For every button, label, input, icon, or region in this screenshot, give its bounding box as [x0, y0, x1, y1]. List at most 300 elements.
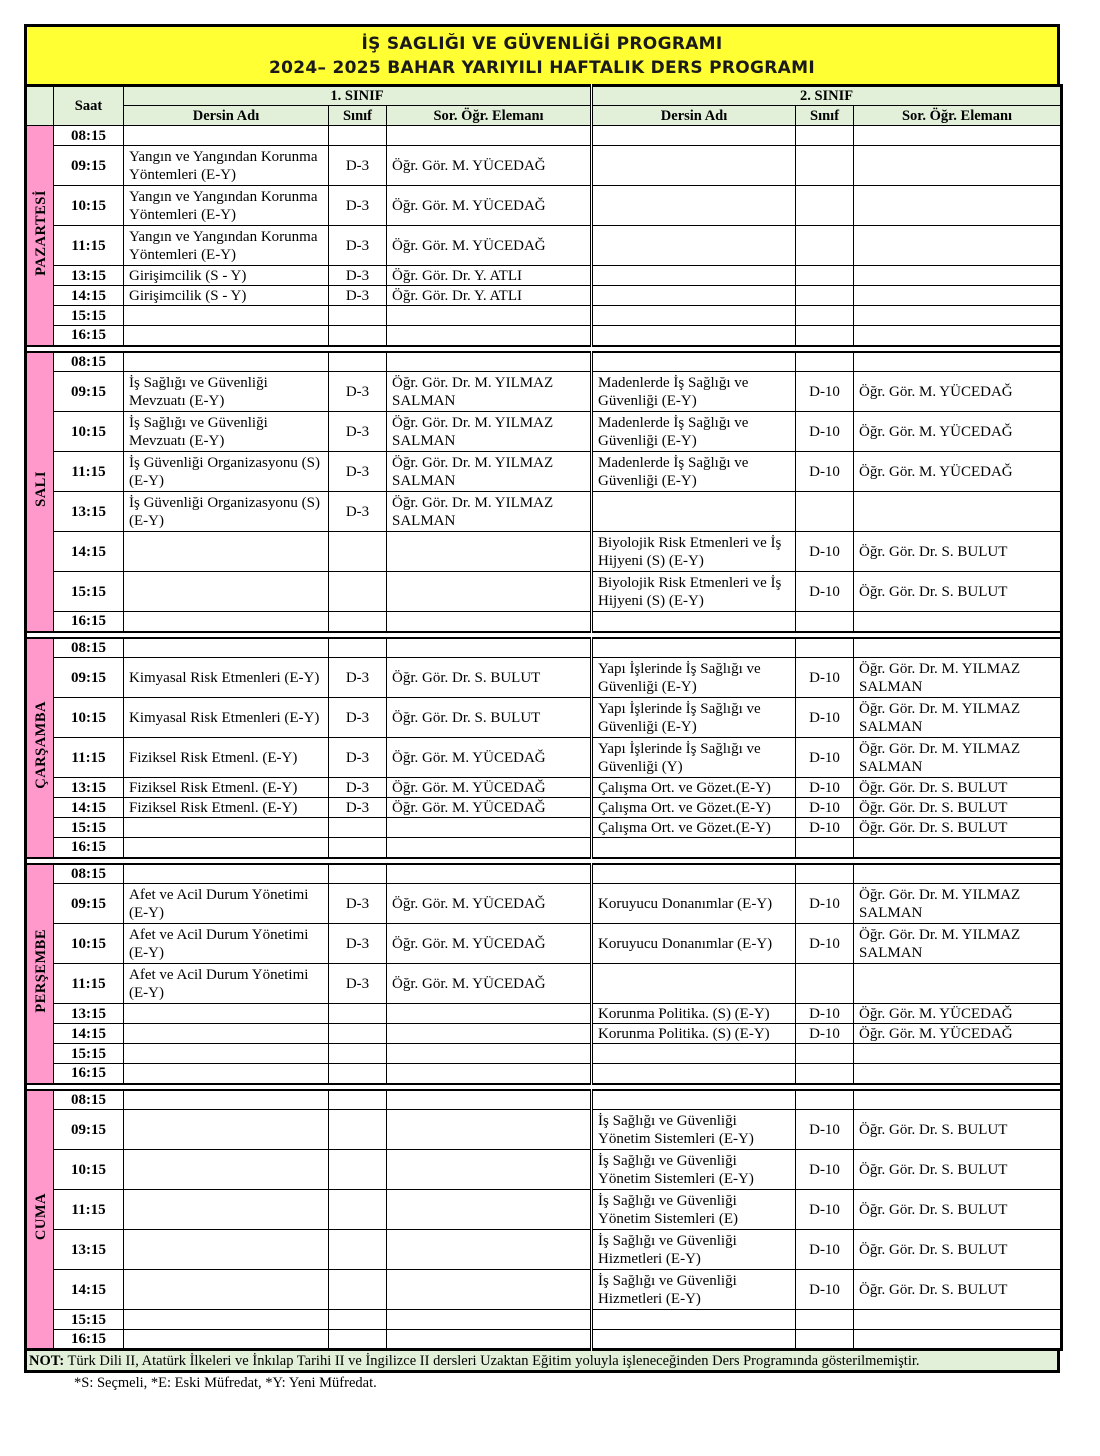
class2-course-name [592, 326, 796, 346]
class2-instructor: Öğr. Gör. Dr. S. BULUT [854, 798, 1062, 818]
class1-instructor: Öğr. Gör. Dr. S. BULUT [387, 658, 592, 698]
class2-course-name [592, 1044, 796, 1064]
schedule-row [26, 864, 1062, 884]
class1-course-name [124, 1110, 329, 1150]
class2-course-name: İş Sağlığı ve Güvenliği Yönetim Sistemleri (E) [592, 1190, 796, 1230]
class1-instructor [387, 838, 592, 858]
class1-header: 1. SINIF [124, 86, 592, 106]
class2-instructor: Öğr. Gör. Dr. M. YILMAZ SALMAN [854, 884, 1062, 924]
time-slot: 08:15 [54, 638, 124, 658]
schedule-row [26, 286, 1062, 306]
class2-course-name: Korunma Politika. (S) (E-Y) [592, 1024, 796, 1044]
time-slot: 15:15 [54, 572, 124, 612]
class2-instructor: Öğr. Gör. Dr. M. YILMAZ SALMAN [854, 738, 1062, 778]
class1-classroom [329, 1004, 387, 1024]
time-slot: 09:15 [54, 372, 124, 412]
class1-classroom [329, 1044, 387, 1064]
class1-course-name: Yangın ve Yangından Korunma Yöntemleri (E-Y) [124, 226, 329, 266]
class2-course-name [592, 126, 796, 146]
class1-instructor: Öğr. Gör. M. YÜCEDAĞ [387, 186, 592, 226]
class2-instructor [854, 1064, 1062, 1084]
class2-course-name [592, 1064, 796, 1084]
class2-course-name [592, 226, 796, 266]
class2-course-name: Yapı İşlerinde İş Sağlığı ve Güvenliği (Y) [592, 738, 796, 778]
class1-classroom [329, 1024, 387, 1044]
note-label: NOT: [29, 1353, 65, 1369]
time-slot: 09:15 [54, 658, 124, 698]
class1-classroom: D-3 [329, 738, 387, 778]
footer-note [24, 1351, 1060, 1373]
class2-instructor: Öğr. Gör. Dr. S. BULUT [854, 1190, 1062, 1230]
class2-instructor: Öğr. Gör. Dr. S. BULUT [854, 1150, 1062, 1190]
class1-classroom: D-3 [329, 412, 387, 452]
schedule-row [26, 1310, 1062, 1330]
class2-course-name: Çalışma Ort. ve Gözet.(E-Y) [592, 778, 796, 798]
class2-instructor: Öğr. Gör. M. YÜCEDAĞ [854, 452, 1062, 492]
day-label-cell [26, 638, 54, 858]
time-slot: 14:15 [54, 1024, 124, 1044]
class1-course-name: İş Güvenliği Organizasyonu (S) (E-Y) [124, 492, 329, 532]
class1-classroom [329, 572, 387, 612]
class2-instructor [854, 1310, 1062, 1330]
class2-instructor [854, 286, 1062, 306]
schedule-row [26, 1090, 1062, 1110]
day-label-cell [26, 352, 54, 632]
class2-instructor [854, 838, 1062, 858]
class1-course-name [124, 532, 329, 572]
class1-course-name [124, 1044, 329, 1064]
class2-classroom: D-10 [796, 1024, 854, 1044]
class1-instructor [387, 612, 592, 632]
class1-classroom [329, 126, 387, 146]
class2-classroom [796, 266, 854, 286]
class2-instructor: Öğr. Gör. Dr. M. YILMAZ SALMAN [854, 658, 1062, 698]
class1-classroom [329, 532, 387, 572]
weekly-schedule-table [24, 84, 1063, 1351]
class2-classroom [796, 638, 854, 658]
class1-course-name [124, 864, 329, 884]
time-slot: 11:15 [54, 452, 124, 492]
class2-course-name [592, 864, 796, 884]
schedule-row [26, 1230, 1062, 1270]
time-slot: 16:15 [54, 612, 124, 632]
schedule-row [26, 1190, 1062, 1230]
class2-instructor: Öğr. Gör. Dr. M. YILMAZ SALMAN [854, 698, 1062, 738]
time-slot: 10:15 [54, 1150, 124, 1190]
schedule-row [26, 964, 1062, 1004]
time-slot: 13:15 [54, 778, 124, 798]
time-slot: 16:15 [54, 1064, 124, 1084]
time-slot: 09:15 [54, 1110, 124, 1150]
class2-instructor [854, 864, 1062, 884]
class1-course-name [124, 838, 329, 858]
class2-course-header: Dersin Adı [592, 106, 796, 126]
day-label-cell [26, 126, 54, 346]
class1-classroom: D-3 [329, 146, 387, 186]
class2-course-name: Yapı İşlerinde İş Sağlığı ve Güvenliği (E-Y) [592, 698, 796, 738]
class1-classroom [329, 818, 387, 838]
class1-instructor: Öğr. Gör. Dr. M. YILMAZ SALMAN [387, 492, 592, 532]
class2-classroom: D-10 [796, 1270, 854, 1310]
class2-room-header: Sınıf [796, 106, 854, 126]
class2-classroom [796, 864, 854, 884]
class2-course-name: Korunma Politika. (S) (E-Y) [592, 1004, 796, 1024]
class2-instructor [854, 964, 1062, 1004]
schedule-row [26, 1270, 1062, 1310]
class1-instructor [387, 818, 592, 838]
class2-classroom [796, 1064, 854, 1084]
class1-instructor [387, 572, 592, 612]
schedule-body [26, 126, 1062, 1350]
class1-course-name [124, 1004, 329, 1024]
class1-instructor: Öğr. Gör. M. YÜCEDAĞ [387, 778, 592, 798]
schedule-row [26, 1044, 1062, 1064]
class2-course-name: Yapı İşlerinde İş Sağlığı ve Güvenliği (E-Y) [592, 658, 796, 698]
class1-course-name: Girişimcilik (S - Y) [124, 286, 329, 306]
class2-course-name: Çalışma Ort. ve Gözet.(E-Y) [592, 818, 796, 838]
semester-title: 2024– 2025 BAHAR YARIYILI HAFTALIK DERS PROGRAMI [269, 57, 815, 78]
class1-instructor [387, 1004, 592, 1024]
class2-classroom [796, 326, 854, 346]
class1-instructor [387, 326, 592, 346]
schedule-row [26, 658, 1062, 698]
class2-instructor: Öğr. Gör. Dr. S. BULUT [854, 1110, 1062, 1150]
time-slot: 10:15 [54, 698, 124, 738]
class2-course-name [592, 612, 796, 632]
time-slot: 13:15 [54, 266, 124, 286]
time-slot: 14:15 [54, 1270, 124, 1310]
class1-instructor: Öğr. Gör. M. YÜCEDAĞ [387, 146, 592, 186]
class2-course-name: İş Sağlığı ve Güvenliği Hizmetleri (E-Y) [592, 1230, 796, 1270]
class1-course-name [124, 1064, 329, 1084]
class2-classroom: D-10 [796, 924, 854, 964]
class2-classroom: D-10 [796, 778, 854, 798]
time-slot: 15:15 [54, 1310, 124, 1330]
schedule-row [26, 1004, 1062, 1024]
class2-instructor [854, 1330, 1062, 1350]
class2-classroom: D-10 [796, 658, 854, 698]
class2-course-name: Biyolojik Risk Etmenleri ve İş Hijyeni (S) (E-Y) [592, 572, 796, 612]
class1-classroom [329, 352, 387, 372]
class1-room-header: Sınıf [329, 106, 387, 126]
schedule-row [26, 186, 1062, 226]
class1-instructor [387, 1230, 592, 1270]
schedule-row [26, 798, 1062, 818]
time-slot: 08:15 [54, 1090, 124, 1110]
class2-classroom: D-10 [796, 452, 854, 492]
time-slot: 11:15 [54, 226, 124, 266]
class2-classroom: D-10 [796, 372, 854, 412]
class2-classroom [796, 352, 854, 372]
class2-course-name: Biyolojik Risk Etmenleri ve İş Hijyeni (S) (E-Y) [592, 532, 796, 572]
class1-classroom: D-3 [329, 964, 387, 1004]
schedule-row [26, 412, 1062, 452]
program-title: İŞ SAGLIĞI VE GÜVENLİĞİ PROGRAMI [361, 33, 723, 54]
class2-course-name: Çalışma Ort. ve Gözet.(E-Y) [592, 798, 796, 818]
day-label: PERŞEMBE [33, 929, 49, 1013]
class1-instructor-header: Sor. Öğr. Elemanı [387, 106, 592, 126]
class2-course-name [592, 286, 796, 306]
class1-classroom [329, 1064, 387, 1084]
class2-instructor: Öğr. Gör. M. YÜCEDAĞ [854, 412, 1062, 452]
time-slot: 11:15 [54, 738, 124, 778]
class2-instructor [854, 306, 1062, 326]
day-label: PAZARTESİ [33, 189, 49, 276]
class2-classroom [796, 838, 854, 858]
class1-course-name [124, 352, 329, 372]
class2-course-name [592, 186, 796, 226]
class1-course-name: Yangın ve Yangından Korunma Yöntemleri (E-Y) [124, 146, 329, 186]
class2-course-name: Koruyucu Donanımlar (E-Y) [592, 924, 796, 964]
class2-classroom [796, 492, 854, 532]
time-slot: 15:15 [54, 1044, 124, 1064]
class1-course-name: Girişimcilik (S - Y) [124, 266, 329, 286]
class1-classroom [329, 864, 387, 884]
class1-course-name [124, 612, 329, 632]
class2-instructor [854, 612, 1062, 632]
class1-course-name [124, 1330, 329, 1350]
schedule-row [26, 126, 1062, 146]
class2-course-name: Madenlerde İş Sağlığı ve Güvenliği (E-Y) [592, 412, 796, 452]
class1-classroom [329, 638, 387, 658]
schedule-row [26, 492, 1062, 532]
class2-course-name [592, 838, 796, 858]
class2-course-name: İş Sağlığı ve Güvenliği Yönetim Sistemleri (E-Y) [592, 1150, 796, 1190]
class2-instructor: Öğr. Gör. Dr. S. BULUT [854, 818, 1062, 838]
time-slot: 08:15 [54, 126, 124, 146]
class1-classroom [329, 1150, 387, 1190]
class2-instructor [854, 126, 1062, 146]
time-slot: 11:15 [54, 1190, 124, 1230]
time-slot: 14:15 [54, 286, 124, 306]
time-slot: 11:15 [54, 964, 124, 1004]
time-slot: 14:15 [54, 798, 124, 818]
class2-instructor: Öğr. Gör. Dr. S. BULUT [854, 1230, 1062, 1270]
schedule-row [26, 532, 1062, 572]
class1-course-name [124, 572, 329, 612]
class1-course-name: Fiziksel Risk Etmenl. (E-Y) [124, 778, 329, 798]
class2-course-name [592, 964, 796, 1004]
class2-classroom: D-10 [796, 798, 854, 818]
class2-instructor [854, 226, 1062, 266]
class2-classroom: D-10 [796, 738, 854, 778]
class1-instructor [387, 864, 592, 884]
class1-instructor [387, 1330, 592, 1350]
class2-classroom: D-10 [796, 884, 854, 924]
time-slot: 10:15 [54, 186, 124, 226]
class1-classroom: D-3 [329, 884, 387, 924]
class1-instructor [387, 1090, 592, 1110]
class1-course-name: Fiziksel Risk Etmenl. (E-Y) [124, 738, 329, 778]
class2-instructor [854, 492, 1062, 532]
class1-instructor [387, 1064, 592, 1084]
class2-course-name: İş Sağlığı ve Güvenliği Yönetim Sistemleri (E-Y) [592, 1110, 796, 1150]
class2-course-name [592, 1330, 796, 1350]
class2-instructor [854, 638, 1062, 658]
class1-course-name [124, 1150, 329, 1190]
schedule-row [26, 738, 1062, 778]
class2-course-name [592, 306, 796, 326]
class1-classroom: D-3 [329, 372, 387, 412]
time-slot: 15:15 [54, 818, 124, 838]
schedule-row [26, 884, 1062, 924]
class2-instructor [854, 1044, 1062, 1064]
class2-classroom: D-10 [796, 698, 854, 738]
class1-classroom: D-3 [329, 492, 387, 532]
class1-classroom: D-3 [329, 286, 387, 306]
class1-classroom: D-3 [329, 924, 387, 964]
schedule-row [26, 226, 1062, 266]
class2-course-name: İş Sağlığı ve Güvenliği Hizmetleri (E-Y) [592, 1270, 796, 1310]
time-column-header: Saat [54, 86, 124, 126]
class1-classroom: D-3 [329, 266, 387, 286]
time-slot: 16:15 [54, 838, 124, 858]
class2-classroom: D-10 [796, 1230, 854, 1270]
schedule-row [26, 818, 1062, 838]
class2-classroom [796, 1310, 854, 1330]
schedule-row [26, 352, 1062, 372]
abbreviation-legend: *S: Seçmeli, *E: Eski Müfredat, *Y: Yeni Müfredat. [74, 1375, 377, 1391]
class1-course-name: Afet ve Acil Durum Yönetimi (E-Y) [124, 964, 329, 1004]
class1-classroom [329, 1270, 387, 1310]
class1-instructor: Öğr. Gör. Dr. M. YILMAZ SALMAN [387, 372, 592, 412]
day-label-cell [26, 1090, 54, 1350]
class1-course-name [124, 1270, 329, 1310]
class2-classroom [796, 186, 854, 226]
schedule-row [26, 1064, 1062, 1084]
class2-instructor [854, 186, 1062, 226]
schedule-row [26, 1110, 1062, 1150]
schedule-row [26, 326, 1062, 346]
day-label: CUMA [33, 1193, 49, 1241]
schedule-row [26, 612, 1062, 632]
class1-classroom: D-3 [329, 452, 387, 492]
class1-instructor: Öğr. Gör. Dr. M. YILMAZ SALMAN [387, 452, 592, 492]
class1-course-name [124, 326, 329, 346]
schedule-document [24, 24, 1060, 1392]
class1-classroom [329, 1090, 387, 1110]
class1-course-name [124, 126, 329, 146]
schedule-row [26, 146, 1062, 186]
time-slot: 14:15 [54, 532, 124, 572]
class1-classroom [329, 1190, 387, 1230]
class1-classroom: D-3 [329, 778, 387, 798]
class1-classroom: D-3 [329, 186, 387, 226]
class2-course-name [592, 266, 796, 286]
class1-course-name [124, 306, 329, 326]
class2-classroom: D-10 [796, 818, 854, 838]
class2-classroom [796, 964, 854, 1004]
class2-classroom [796, 126, 854, 146]
class2-classroom [796, 146, 854, 186]
time-slot: 09:15 [54, 884, 124, 924]
class2-instructor [854, 266, 1062, 286]
time-slot: 16:15 [54, 326, 124, 346]
class1-instructor: Öğr. Gör. M. YÜCEDAĞ [387, 738, 592, 778]
class2-instructor: Öğr. Gör. M. YÜCEDAĞ [854, 372, 1062, 412]
class2-course-name: Madenlerde İş Sağlığı ve Güvenliği (E-Y) [592, 372, 796, 412]
class1-instructor [387, 1150, 592, 1190]
class1-course-name: İş Sağlığı ve Güvenliği Mevzuatı (E-Y) [124, 372, 329, 412]
schedule-row [26, 924, 1062, 964]
time-slot: 10:15 [54, 412, 124, 452]
class2-course-name [592, 638, 796, 658]
class2-instructor: Öğr. Gör. Dr. S. BULUT [854, 572, 1062, 612]
class1-instructor: Öğr. Gör. M. YÜCEDAĞ [387, 226, 592, 266]
class1-course-name [124, 1310, 329, 1330]
class1-course-name: İş Güvenliği Organizasyonu (S) (E-Y) [124, 452, 329, 492]
class2-instructor [854, 326, 1062, 346]
class1-course-name [124, 818, 329, 838]
schedule-row [26, 572, 1062, 612]
class2-classroom: D-10 [796, 1190, 854, 1230]
class2-instructor: Öğr. Gör. Dr. S. BULUT [854, 1270, 1062, 1310]
class1-course-name: Fiziksel Risk Etmenl. (E-Y) [124, 798, 329, 818]
class2-instructor: Öğr. Gör. M. YÜCEDAĞ [854, 1024, 1062, 1044]
time-slot: 13:15 [54, 1004, 124, 1024]
class1-instructor: Öğr. Gör. M. YÜCEDAĞ [387, 798, 592, 818]
class1-instructor [387, 126, 592, 146]
class2-classroom: D-10 [796, 1004, 854, 1024]
schedule-row [26, 452, 1062, 492]
title-banner [24, 24, 1060, 84]
class2-course-name [592, 1090, 796, 1110]
note-text: Türk Dili II, Atatürk İlkeleri ve İnkılap Tarihi II ve İngilizce II dersleri Uzaktan Eğitim yoluyla işleneceğinden Ders Programında gösterilmemiştir. [64, 1353, 920, 1369]
class1-classroom: D-3 [329, 798, 387, 818]
class1-classroom: D-3 [329, 226, 387, 266]
class1-course-name [124, 1190, 329, 1230]
day-header-blank [26, 86, 54, 126]
class2-instructor-header: Sor. Öğr. Elemanı [854, 106, 1062, 126]
class1-classroom [329, 326, 387, 346]
schedule-row [26, 306, 1062, 326]
class1-instructor [387, 1110, 592, 1150]
class2-instructor: Öğr. Gör. Dr. M. YILMAZ SALMAN [854, 924, 1062, 964]
class1-instructor: Öğr. Gör. M. YÜCEDAĞ [387, 964, 592, 1004]
class1-course-name: Kimyasal Risk Etmenleri (E-Y) [124, 658, 329, 698]
class2-course-name [592, 492, 796, 532]
class1-classroom: D-3 [329, 698, 387, 738]
class1-instructor: Öğr. Gör. Dr. M. YILMAZ SALMAN [387, 412, 592, 452]
schedule-row [26, 1330, 1062, 1350]
class2-classroom [796, 226, 854, 266]
class2-course-name [592, 146, 796, 186]
class1-course-name: İş Sağlığı ve Güvenliği Mevzuatı (E-Y) [124, 412, 329, 452]
class2-classroom: D-10 [796, 532, 854, 572]
time-slot: 09:15 [54, 146, 124, 186]
class1-course-name [124, 638, 329, 658]
class1-classroom [329, 1110, 387, 1150]
class1-instructor: Öğr. Gör. Dr. Y. ATLI [387, 286, 592, 306]
class1-instructor [387, 1310, 592, 1330]
class2-instructor: Öğr. Gör. M. YÜCEDAĞ [854, 1004, 1062, 1024]
class2-classroom [796, 612, 854, 632]
time-slot: 16:15 [54, 1330, 124, 1350]
class1-classroom [329, 306, 387, 326]
class2-classroom: D-10 [796, 1110, 854, 1150]
schedule-row [26, 1024, 1062, 1044]
day-label-cell [26, 864, 54, 1084]
class1-instructor [387, 638, 592, 658]
class2-instructor [854, 146, 1062, 186]
class1-classroom [329, 1330, 387, 1350]
class2-classroom: D-10 [796, 1150, 854, 1190]
schedule-row [26, 698, 1062, 738]
class2-classroom [796, 1044, 854, 1064]
class2-header: 2. SINIF [592, 86, 1062, 106]
class2-classroom [796, 286, 854, 306]
class1-course-name: Kimyasal Risk Etmenleri (E-Y) [124, 698, 329, 738]
